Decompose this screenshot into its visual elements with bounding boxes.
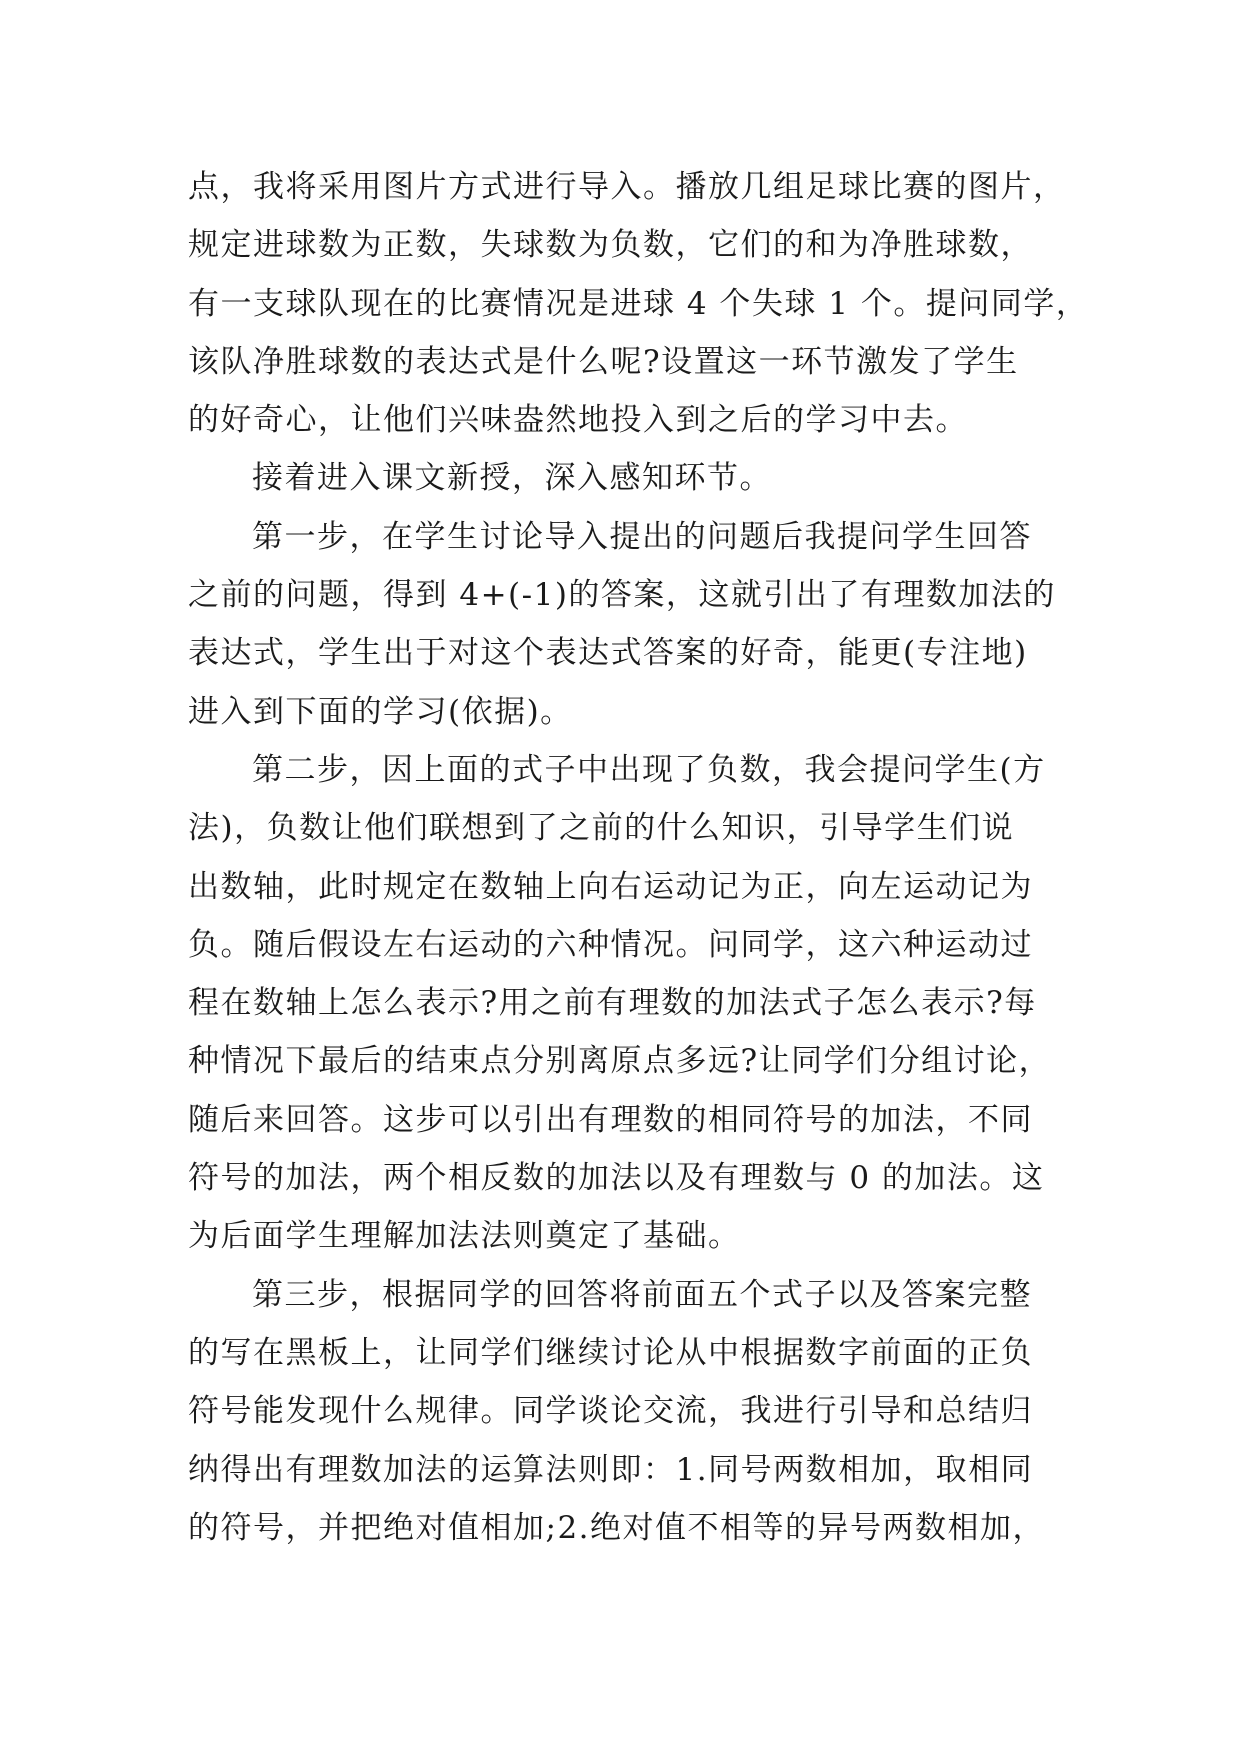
text-line: 符号能发现什么规律。同学谈论交流，我进行引导和总结归 <box>188 1393 1033 1430</box>
text-line: 进入到下面的学习(依据)。 <box>188 693 573 730</box>
text-line: 程在数轴上怎么表示?用之前有理数的加法式子怎么表示?每 <box>188 985 1037 1022</box>
text-line: 为后面学生理解加法法则奠定了基础。 <box>188 1218 741 1255</box>
text-line: 符号的加法，两个相反数的加法以及有理数与 0 的加法。这 <box>188 1160 1045 1197</box>
text-line: 的写在黑板上，让同学们继续讨论从中根据数字前面的正负 <box>188 1334 1033 1371</box>
text-line: 负。随后假设左右运动的六种情况。问同学，这六种运动过 <box>188 926 1033 963</box>
paragraph-start-line: 接着进入课文新授，深入感知环节。 <box>252 460 772 497</box>
text-line: 该队净胜球数的表达式是什么呢?设置这一环节激发了学生 <box>188 343 1019 380</box>
paragraph-start-line: 第三步，根据同学的回答将前面五个式子以及答案完整 <box>252 1276 1032 1313</box>
paragraph-start-line: 第二步，因上面的式子中出现了负数，我会提问学生(方 <box>252 751 1046 788</box>
text-line: 有一支球队现在的比赛情况是进球 4 个失球 1 个。提问同学， <box>188 285 1089 322</box>
text-line: 点，我将采用图片方式进行导入。播放几组足球比赛的图片， <box>188 169 1066 205</box>
body-text <box>188 158 1089 1557</box>
text-line: 之前的问题，得到 4+(-1)的答案，这就引出了有理数加法的 <box>188 577 1056 614</box>
paragraph-start-line: 第一步，在学生讨论导入提出的问题后我提问学生回答 <box>252 518 1032 555</box>
text-line: 的好奇心，让他们兴味盎然地投入到之后的学习中去。 <box>188 402 968 439</box>
text-line: 纳得出有理数加法的运算法则即：1.同号两数相加，取相同 <box>188 1451 1034 1488</box>
text-line: 法)，负数让他们联想到了之前的什么知识，引导学生们说 <box>188 810 1015 847</box>
text-line: 种情况下最后的结束点分别离原点多远?让同学们分组讨论， <box>188 1043 1052 1080</box>
text-line: 表达式，学生出于对这个表达式答案的好奇，能更(专注地) <box>188 635 1028 672</box>
text-line: 的符号，并把绝对值相加;2.绝对值不相等的异号两数相加， <box>188 1509 1046 1546</box>
text-line: 出数轴，此时规定在数轴上向右运动记为正，向左运动记为 <box>188 868 1033 905</box>
text-line: 随后来回答。这步可以引出有理数的相同符号的加法，不同 <box>188 1101 1033 1138</box>
text-line: 规定进球数为正数，失球数为负数，它们的和为净胜球数， <box>188 227 1033 264</box>
